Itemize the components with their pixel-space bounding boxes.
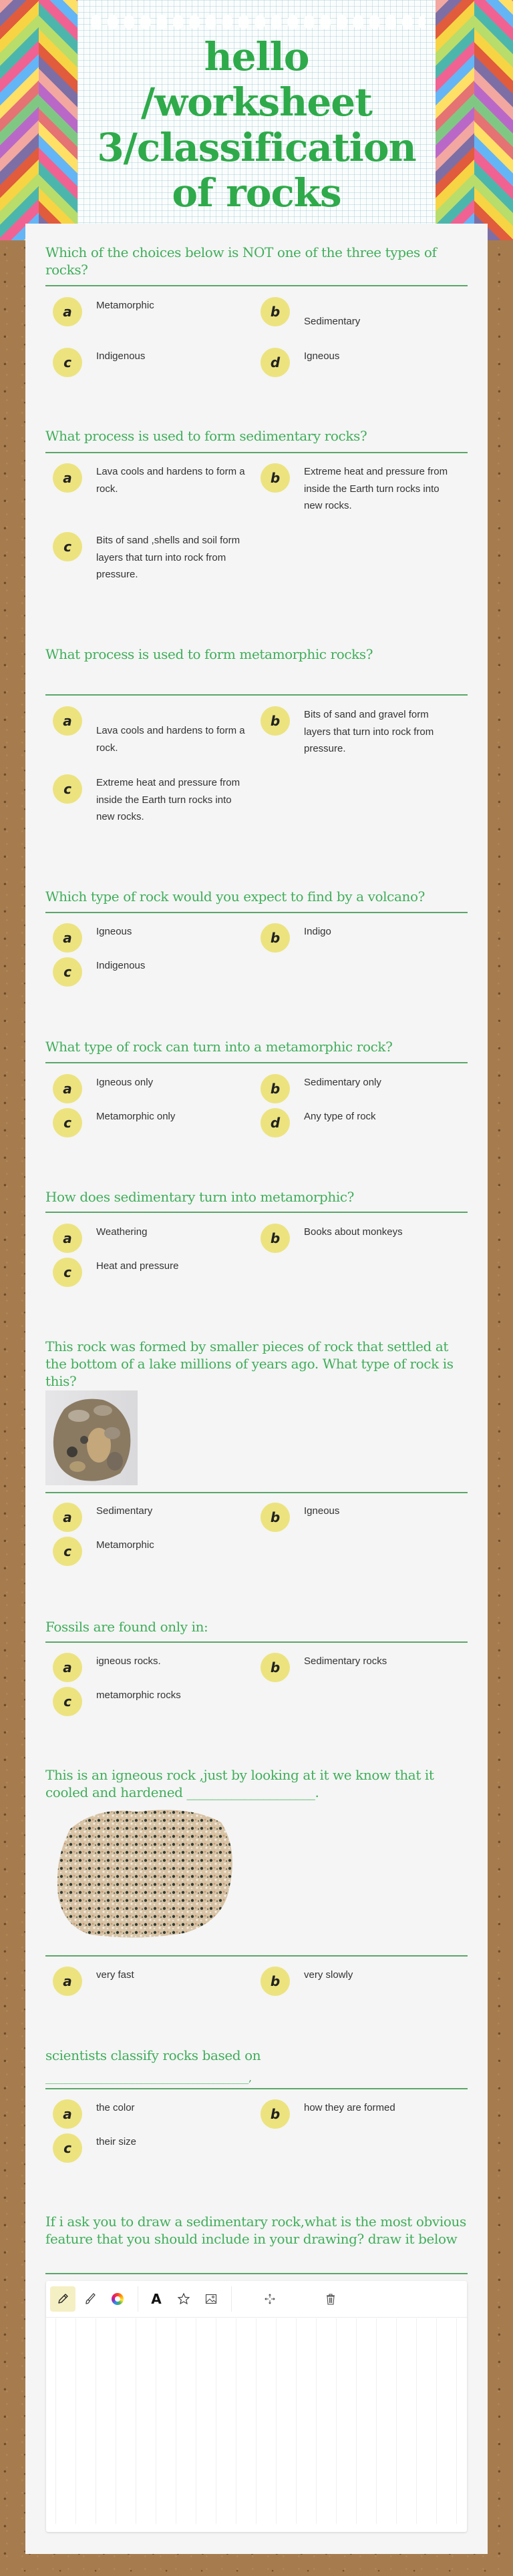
option-c[interactable] [53, 1687, 246, 1716]
option-letter-badge: b [261, 463, 290, 493]
option-text: Sedimentary [304, 316, 361, 327]
option-text: metamorphic rocks [96, 1690, 181, 1701]
image-tool-button[interactable] [198, 2286, 224, 2312]
option-text: very slowly [304, 1969, 353, 1981]
option-letter-badge: a [53, 706, 82, 736]
question-heading: Which of the choices below is NOT one of the three types of rocks? [45, 244, 437, 278]
option-text: Any type of rock [304, 1111, 376, 1122]
question-heading: What process is used to form metamorphic rocks? [45, 646, 373, 662]
question-10 [45, 2047, 468, 2085]
option-letter-badge: a [53, 923, 82, 953]
option-text: Bits of sand and gravel form layers that turn into rock from pressure. [304, 709, 434, 754]
worksheet-card [25, 224, 488, 2554]
option-text: Sedimentary only [304, 1077, 381, 1088]
option-letter-badge: c [53, 1108, 82, 1137]
question-divider [45, 912, 468, 913]
move-icon [263, 2292, 277, 2306]
option-text: Lava cools and hardens to form a rock. [96, 466, 245, 495]
rock-photo-icon [50, 1802, 244, 1943]
question-heading: How does sedimentary turn into metamorphic? [45, 1189, 354, 1205]
drawing-widget [46, 2281, 467, 2532]
star-icon [177, 2292, 190, 2306]
option-a[interactable] [53, 463, 246, 497]
option-c[interactable] [53, 1258, 246, 1287]
sticker-tool-button[interactable] [171, 2286, 196, 2312]
drawing-toolbar [46, 2281, 467, 2318]
trash-icon [324, 2292, 337, 2306]
option-text: Indigo [304, 926, 331, 937]
option-c[interactable] [53, 348, 246, 377]
option-text: Metamorphic [96, 1539, 154, 1551]
option-text: Indigenous [96, 960, 146, 971]
option-text: Igneous only [96, 1077, 154, 1088]
option-text: their size [96, 2136, 137, 2147]
image-icon [204, 2292, 218, 2306]
option-letter-badge: c [53, 774, 82, 804]
option-letter-badge: b [261, 1074, 290, 1103]
option-b[interactable] [261, 1967, 454, 1996]
option-letter-badge: c [53, 2133, 82, 2163]
option-c[interactable] [53, 2133, 246, 2163]
question-divider [45, 452, 468, 453]
option-text: Extreme heat and pressure from inside the Earth turn rocks into new rocks. [96, 777, 240, 822]
pencil-tool-button[interactable] [50, 2286, 75, 2312]
rock-photo-icon [45, 1390, 138, 1485]
graph-paper-header [77, 0, 436, 240]
option-b[interactable] [261, 1503, 454, 1532]
question-6 [45, 1188, 468, 1206]
question-divider [45, 285, 468, 286]
move-tool-button[interactable] [257, 2286, 283, 2312]
granite-rock-image [50, 1802, 244, 1943]
option-b[interactable] [261, 463, 454, 515]
question-heading: Fossils are found only in: [45, 1619, 208, 1635]
option-a[interactable] [53, 2099, 246, 2129]
question-heading: scientists classify rocks based on [45, 2047, 261, 2063]
question-heading: This rock was formed by smaller pieces of rock that settled at the bottom of a lake millions of years ago. What type of rock is this? [45, 1338, 454, 1389]
option-b[interactable] [261, 1224, 454, 1253]
question-divider [45, 1492, 468, 1493]
option-c[interactable] [53, 774, 246, 826]
question-divider [45, 1212, 468, 1213]
fill-in-blank: ________________________________________, [45, 2071, 252, 2084]
chevron-pattern-right [436, 0, 474, 240]
question-heading: What type of rock can turn into a metamorphic rock? [45, 1039, 393, 1055]
option-b[interactable] [261, 2099, 454, 2129]
option-letter-badge: b [261, 1653, 290, 1682]
option-letter-badge: c [53, 1687, 82, 1716]
text-icon: A [151, 2291, 162, 2307]
option-a[interactable] [53, 923, 246, 953]
option-letter-badge: a [53, 1503, 82, 1532]
option-text: Extreme heat and pressure from inside the Earth turn rocks into new rocks. [304, 466, 448, 511]
option-text: Indigenous [96, 350, 146, 362]
conglomerate-rock-image [45, 1390, 138, 1485]
option-letter-badge: c [53, 348, 82, 377]
option-text: Books about monkeys [304, 1226, 403, 1238]
option-a[interactable] [53, 297, 246, 326]
brush-icon [83, 2292, 97, 2306]
option-letter-badge: c [53, 1537, 82, 1566]
question-divider [45, 2088, 468, 2089]
option-text: Igneous [304, 1505, 340, 1517]
option-letter-badge: c [53, 957, 82, 987]
question-divider [45, 1062, 468, 1063]
option-text: Igneous [96, 926, 132, 937]
option-text: Sedimentary rocks [304, 1655, 387, 1667]
question-3 [45, 646, 468, 663]
question-8 [45, 1618, 468, 1635]
question-2 [45, 427, 468, 445]
option-b[interactable] [261, 706, 454, 758]
option-d[interactable] [261, 348, 454, 377]
question-heading: This is an igneous rock ,just by looking at it we know that it cooled and hardened ____________________. [45, 1767, 434, 1800]
question-9 [45, 1766, 468, 1801]
option-letter-badge: b [261, 923, 290, 953]
option-text: Sedimentary [96, 1505, 153, 1517]
option-letter-badge: d [261, 348, 290, 377]
option-a[interactable] [53, 1653, 246, 1682]
option-letter-badge: b [261, 1967, 290, 1996]
option-c[interactable] [53, 1108, 246, 1137]
question-divider [45, 694, 468, 696]
toolbar-separator [231, 2286, 232, 2312]
question-1 [45, 244, 468, 278]
option-letter-badge: c [53, 532, 82, 561]
option-text: Bits of sand ,shells and soil form layers that turn into rock from pressure. [96, 535, 240, 580]
option-b[interactable] [261, 923, 454, 953]
option-text: the color [96, 2102, 135, 2113]
option-text: igneous rocks. [96, 1655, 161, 1667]
option-b[interactable] [261, 1074, 454, 1103]
option-c[interactable] [53, 957, 246, 987]
color-wheel-icon [112, 2293, 124, 2305]
option-letter-badge: a [53, 1653, 82, 1682]
color-picker-button[interactable] [105, 2286, 130, 2312]
option-letter-badge: a [53, 1224, 82, 1253]
option-text: Metamorphic only [96, 1111, 176, 1122]
option-letter-badge: a [53, 297, 82, 326]
option-letter-badge: b [261, 1503, 290, 1532]
question-4 [45, 888, 468, 905]
question-divider [45, 1955, 468, 1957]
option-text: Heat and pressure [96, 1260, 179, 1272]
question-divider [45, 1641, 468, 1643]
page-title: hello /worksheet 3/classification of rocks [97, 34, 416, 216]
question-11 [45, 2213, 468, 2248]
option-letter-badge: a [53, 2099, 82, 2129]
option-a[interactable] [53, 1224, 246, 1253]
option-letter-badge: c [53, 1258, 82, 1287]
option-a[interactable] [53, 706, 246, 756]
option-letter-badge: b [261, 2099, 290, 2129]
option-b[interactable] [261, 1653, 454, 1682]
option-letter-badge: b [261, 706, 290, 736]
chevron-pattern-left [39, 0, 77, 240]
text-tool-button[interactable] [144, 2286, 169, 2312]
question-heading: If i ask you to draw a sedimentary rock,what is the most obvious feature that you should include in your drawing? draw it below [45, 2214, 466, 2247]
option-a[interactable] [53, 1503, 246, 1532]
option-d[interactable] [261, 1108, 454, 1137]
option-text: Weathering [96, 1226, 148, 1238]
option-letter-badge: a [53, 1967, 82, 1996]
delete-button[interactable] [318, 2286, 343, 2312]
option-letter-badge: a [53, 1074, 82, 1103]
notebook-holes [88, 15, 425, 29]
option-text: Lava cools and hardens to form a rock. [96, 725, 245, 754]
option-text: Metamorphic [96, 300, 154, 311]
brush-tool-button[interactable] [77, 2286, 103, 2312]
pencil-icon [56, 2292, 69, 2306]
option-a[interactable] [53, 1967, 246, 1996]
option-a[interactable] [53, 1074, 246, 1103]
option-letter-badge: d [261, 1108, 290, 1137]
option-letter-badge: a [53, 463, 82, 493]
chevron-pattern-left [0, 0, 39, 240]
question-5 [45, 1038, 468, 1055]
question-7 [45, 1338, 468, 1390]
option-letter-badge: b [261, 1224, 290, 1253]
question-heading: Which type of rock would you expect to find by a volcano? [45, 888, 425, 905]
header-banner [0, 0, 513, 240]
option-text: Igneous [304, 350, 340, 362]
option-c[interactable] [53, 1537, 246, 1566]
option-text: how they are formed [304, 2102, 395, 2113]
option-text: very fast [96, 1969, 134, 1981]
question-divider [45, 2273, 468, 2274]
drawing-canvas[interactable] [46, 2318, 467, 2524]
option-b[interactable] [261, 297, 454, 330]
chevron-pattern-right [474, 0, 513, 240]
option-letter-badge: b [261, 297, 290, 326]
question-heading: What process is used to form sedimentary rocks? [45, 428, 367, 444]
option-c[interactable] [53, 532, 246, 583]
